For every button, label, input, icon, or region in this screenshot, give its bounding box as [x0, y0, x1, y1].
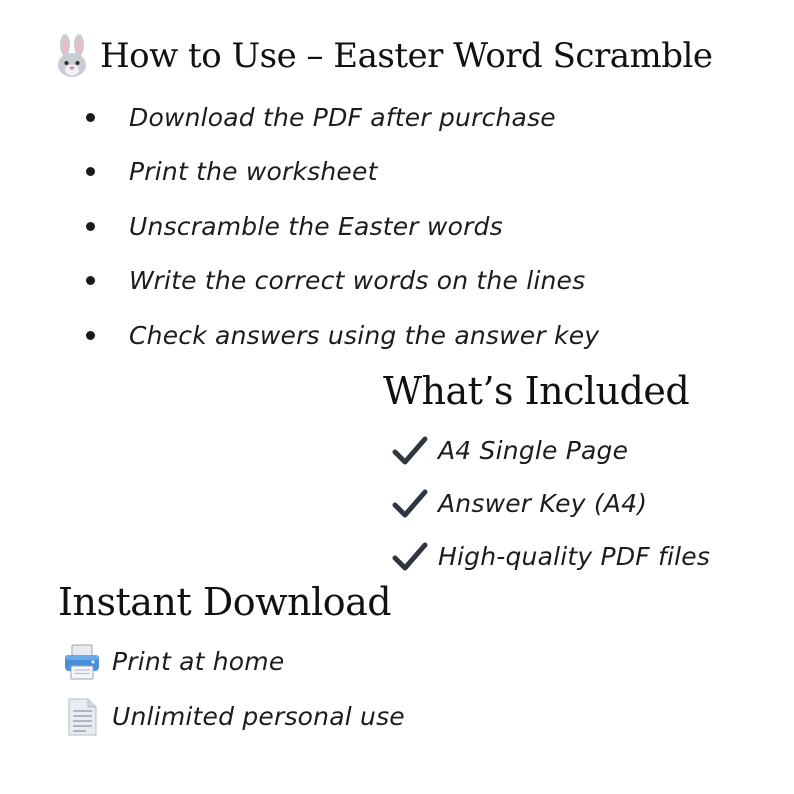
- step-text: Unscramble the Easter words: [129, 211, 503, 241]
- list-item: [62, 689, 405, 744]
- bullet-icon: [86, 167, 95, 176]
- step-text: Check answers using the answer key: [129, 320, 600, 350]
- document-icon: [62, 697, 102, 737]
- list-item: [84, 199, 599, 254]
- checkmark-icon: [390, 486, 430, 522]
- included-item-text: A4 Single Page: [438, 436, 629, 465]
- rabbit-icon: [52, 34, 92, 78]
- list-item: [84, 254, 599, 309]
- included-item-text: High-quality PDF files: [438, 542, 711, 571]
- instant-download-list: [62, 634, 405, 744]
- list-item: [62, 634, 405, 689]
- whats-included-heading: What’s Included: [383, 369, 690, 413]
- list-item: [390, 477, 710, 530]
- download-item-text: Unlimited personal use: [112, 702, 405, 731]
- printer-icon: [62, 642, 102, 682]
- whats-included-list: [390, 424, 710, 583]
- download-item-text: Print at home: [112, 647, 285, 676]
- list-item: [84, 145, 599, 200]
- included-item-text: Answer Key (A4): [438, 489, 648, 518]
- how-to-use-heading: [52, 34, 712, 78]
- bullet-icon: [86, 113, 95, 122]
- list-item: [390, 424, 710, 477]
- instant-download-heading: Instant Download: [58, 580, 392, 624]
- step-text: Write the correct words on the lines: [129, 266, 586, 296]
- checkmark-icon: [390, 539, 430, 575]
- how-to-use-steps: [84, 90, 599, 363]
- how-to-use-title: How to Use – Easter Word Scramble: [100, 36, 713, 76]
- checkmark-icon: [390, 433, 430, 469]
- list-item: [84, 90, 599, 145]
- bullet-icon: [86, 222, 95, 231]
- list-item: [390, 530, 710, 583]
- bullet-icon: [86, 331, 95, 340]
- step-text: Print the worksheet: [129, 157, 378, 187]
- list-item: [84, 308, 599, 363]
- step-text: Download the PDF after purchase: [129, 102, 556, 132]
- bullet-icon: [86, 276, 95, 285]
